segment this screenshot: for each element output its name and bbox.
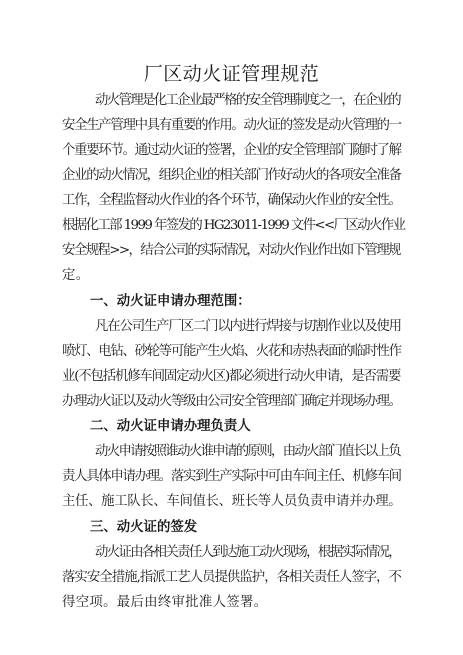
section-line: 动火申请按照谁动火谁申请的原则，由动火部门值长以上负 xyxy=(95,444,400,459)
intro-line: 个重要环节。通过动火证的签署，企业的安全管理部门随时了解 xyxy=(62,143,401,158)
section-line: 责人具体申请办理。落实到生产实际中可由车间主任、机修车间 xyxy=(62,469,401,484)
section-line: 办理动火证以及动火等级由公司安全管理部门确定并现场办理。 xyxy=(62,394,401,409)
section-heading: 二、动火证申请办理负责人 xyxy=(90,419,251,434)
intro-line: 工作，全程监督动火作业的各个环节，确保动火作业的安全性。 xyxy=(62,193,401,208)
section-line: 业(不包括机修车间固定动火区)都必须进行动火申请，是否需要 xyxy=(62,369,401,384)
section-line: 凡在公司生产厂区二门以内进行焊接与切割作业以及使用 xyxy=(95,319,401,334)
intro-line: 定。 xyxy=(62,268,90,283)
intro-line: 企业的动火情况，组织企业的相关部门作好动火的各项安全准备 xyxy=(62,168,401,183)
intro-line: 根据化工部 1999 年签发的 HG23011-1999 文件<<厂区动火作业 xyxy=(62,218,405,233)
section-line: 动火证由各相关责任人到达施工动火现场，根据实际情况， xyxy=(95,545,400,560)
document-title: 厂区动火证管理规范 xyxy=(143,63,320,85)
intro-line: 安全规程>>，结合公司的实际情况，对动火作业作出如下管理规 xyxy=(62,243,400,258)
intro-line: 动火管理是化工企业最严格的安全管理制度之一，在企业的 xyxy=(95,93,400,108)
section-heading: 一、动火证申请办理范围： xyxy=(90,294,251,309)
section-line: 得空项。最后由终审批准人签署。 xyxy=(62,595,268,610)
section-heading: 三、动火证的签发 xyxy=(90,520,198,535)
section-line: 喷灯、电钻、砂轮等可能产生火焰、火花和赤热表面的临时性作 xyxy=(62,344,401,359)
section-line: 主任、施工队长、车间值长、班长等人员负责申请并办理。 xyxy=(62,494,402,509)
intro-line: 安全生产管理中具有重要的作用。动火证的签发是动火管理的一 xyxy=(62,118,401,133)
section-line: 落实安全措施,指派工艺人员提供监护，各相关责任人签字，不 xyxy=(62,570,401,585)
